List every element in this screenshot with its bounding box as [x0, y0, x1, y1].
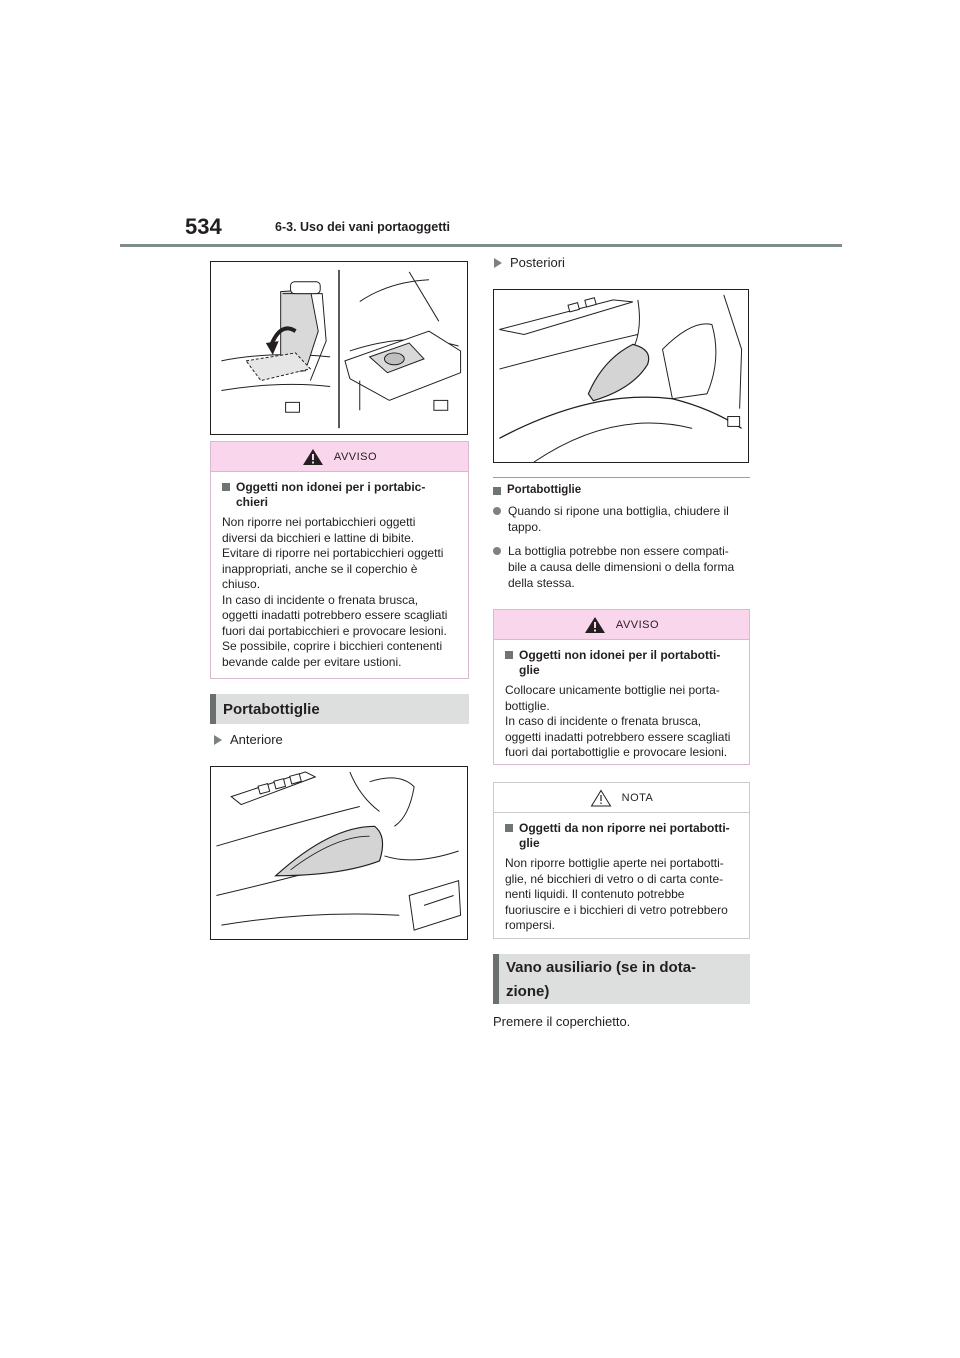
square-bullet-icon — [505, 824, 513, 832]
item-anteriore: Anteriore — [214, 732, 283, 747]
warning-heading: Oggetti non idonei per i portabic- chieri — [222, 480, 457, 510]
note-heading: Oggetti da non riporre nei portabotti- glie — [505, 821, 738, 851]
warning-body: Non riporre nei portabicchieri oggetti diversi da bicchieri e lattine di bibite. Evitare di riporre nei portabicchieri oggetti inappropriati, anche se il coperchio è chiuso. In caso di incidente o frenata brusca, oggetti inadatti potrebbero essere scagliati fuori dai portabicchieri e provocare lesioni. Se possibile, coprire i bicchieri contenenti bevande calde per evitare ustioni. — [222, 515, 448, 669]
instruction-text: Premere il coperchietto. — [493, 1014, 631, 1029]
note-label: NOTA — [621, 791, 654, 804]
front-holder-drawing — [211, 767, 467, 939]
warning-heading: Oggetti non idonei per il portabotti- glie — [505, 648, 738, 678]
warning-body: Collocare unicamente bottiglie nei porta- bottiglie. In caso di incidente o frenata brusca, oggetti inadatti potrebbero essere scagliati fuori dai portabottiglie e provocare lesioni. — [505, 683, 731, 759]
arrow-bullet-icon — [494, 258, 502, 268]
bullet-close-cap: Quando si ripone una bottiglia, chiudere il tappo. — [493, 503, 751, 535]
note-body: Non riporre bottiglie aperte nei portabotti- glie, né bicchieri di vetro o di carta conte- nenti liquidi. Il contenuto potrebbe fuoriuscire e i bicchieri di vetro potrebbero rompersi. — [505, 856, 728, 932]
section-heading-vano-ausiliario: Vano ausiliario (se in dota- zione) — [493, 954, 750, 1004]
round-bullet-icon — [493, 547, 501, 555]
warning-triangle-icon — [302, 448, 324, 466]
arrow-bullet-icon — [214, 735, 222, 745]
page-header — [120, 214, 842, 248]
warning-label: AVVISO — [333, 450, 378, 463]
rear-holder-drawing — [494, 290, 748, 462]
page-number: 534 — [185, 214, 222, 239]
note-box — [493, 782, 750, 939]
section-divider — [493, 477, 750, 478]
section-heading-portabottiglie: Portabottiglie — [210, 694, 469, 724]
bullet-bottle-compatibility: La bottiglia potrebbe non essere compati- bile a causa delle dimensioni o della forma della stessa. — [493, 543, 751, 591]
front-bottle-holder-illustration — [210, 766, 468, 940]
warning-header — [494, 610, 749, 640]
square-bullet-icon — [505, 651, 513, 659]
header-rule — [120, 244, 842, 247]
note-header — [494, 783, 749, 813]
rear-bottle-holder-illustration — [493, 289, 749, 463]
caution-triangle-icon — [590, 789, 612, 807]
warning-header — [211, 442, 468, 472]
square-bullet-icon — [493, 487, 501, 495]
rear-armrest-illustration — [210, 261, 468, 435]
section-title: 6-3. Uso dei vani portaoggetti — [275, 220, 451, 234]
item-posteriori: Posteriori — [494, 255, 565, 270]
square-bullet-icon — [222, 483, 230, 491]
warning-box-bottle-holders — [493, 609, 750, 765]
warning-box-cup-holders — [210, 441, 469, 679]
subheading-portabottiglie: Portabottiglie — [493, 484, 581, 496]
round-bullet-icon — [493, 507, 501, 515]
warning-triangle-icon — [584, 616, 606, 634]
armrest-drawing — [211, 262, 467, 434]
warning-label: AVVISO — [615, 618, 660, 631]
